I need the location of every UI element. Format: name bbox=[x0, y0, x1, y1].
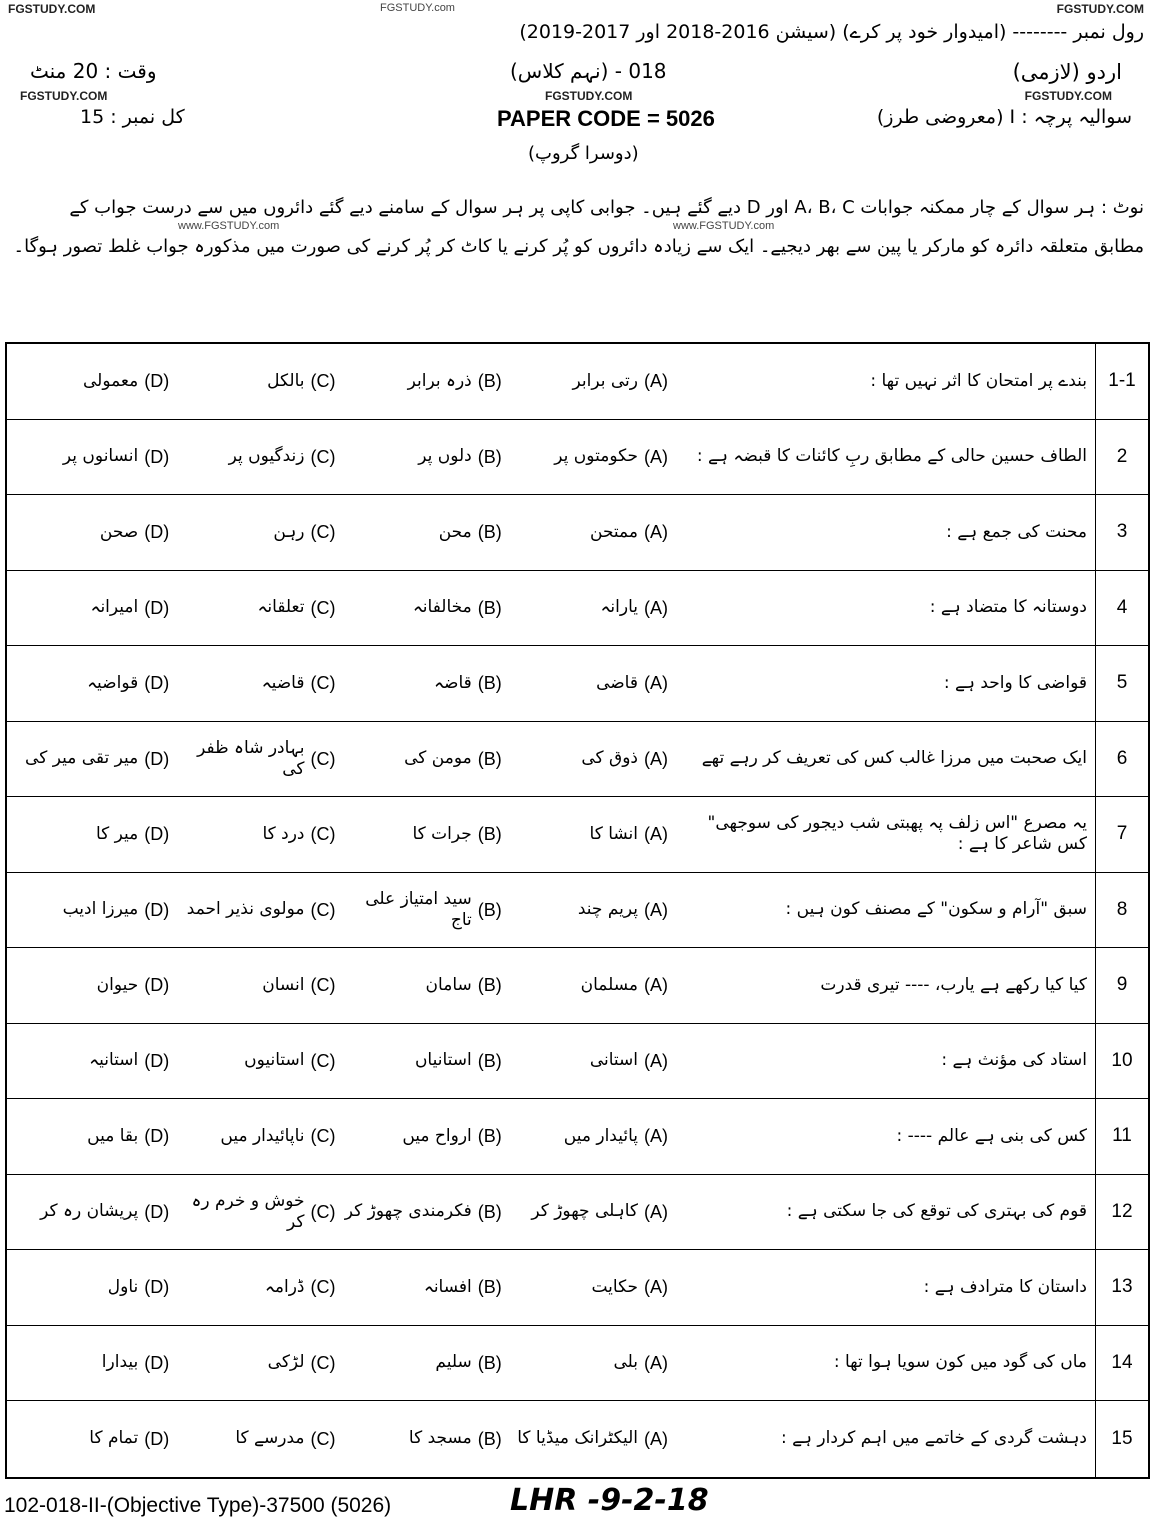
option-letter: (C) bbox=[310, 1277, 336, 1297]
handwritten-note: LHR -9-2-18 bbox=[510, 1483, 709, 1518]
option-text: پریشان رہ کر bbox=[40, 1201, 139, 1222]
question-text: سبق "آرام و سکون" کے مصنف کون ہیں : bbox=[785, 899, 1087, 920]
question-row bbox=[7, 1326, 1148, 1402]
question-row bbox=[7, 722, 1148, 798]
option-c bbox=[173, 1024, 339, 1099]
group: (دوسرا گروپ) bbox=[528, 143, 639, 164]
option-letter: (B) bbox=[477, 899, 502, 920]
question-number: 8 bbox=[1095, 873, 1148, 948]
option-text: مسجد کا bbox=[408, 1428, 472, 1449]
option-letter: (D) bbox=[144, 975, 170, 995]
option-text: میرزا ادیب bbox=[62, 899, 139, 920]
question-row bbox=[7, 495, 1148, 571]
option-letter: (A) bbox=[644, 1050, 668, 1071]
option-text: ذوق کی bbox=[581, 748, 638, 769]
options bbox=[7, 1175, 672, 1250]
option-text: مومن کی bbox=[404, 748, 472, 769]
option-c bbox=[173, 948, 339, 1023]
option-letter: (B) bbox=[477, 824, 502, 844]
question-row bbox=[7, 420, 1148, 496]
option-letter: (A) bbox=[644, 1201, 668, 1222]
option-letter: (D) bbox=[144, 748, 170, 769]
option-letter: (C) bbox=[310, 1201, 336, 1222]
option-text: سید امتیاز علی تاج bbox=[365, 888, 472, 930]
option-b bbox=[340, 797, 506, 872]
question-number: 13 bbox=[1095, 1250, 1148, 1325]
option-text: مخالفانہ bbox=[412, 597, 472, 618]
option-d bbox=[7, 420, 173, 495]
option-c bbox=[173, 1250, 339, 1325]
options bbox=[7, 495, 672, 570]
option-a bbox=[506, 1401, 672, 1477]
question-text: استاد کی مؤنث ہے : bbox=[941, 1050, 1087, 1071]
question-text: ماں کی گود میں کون سویا ہوا تھا : bbox=[833, 1352, 1087, 1373]
option-text: پائیدار میں bbox=[563, 1125, 638, 1146]
option-text: خوش و خرم رہ کر bbox=[191, 1190, 305, 1232]
option-text: قواضیہ bbox=[87, 672, 139, 693]
option-text: درد کا bbox=[262, 823, 305, 844]
question-row bbox=[7, 1401, 1148, 1477]
question-row bbox=[7, 1024, 1148, 1100]
option-d bbox=[7, 873, 173, 948]
footer-code: 102-018-II-(Objective Type)-37500 (5026) bbox=[4, 1494, 392, 1517]
option-letter: (B) bbox=[477, 748, 502, 769]
option-letter: (C) bbox=[310, 446, 336, 467]
note-line-2: مطابق متعلقہ دائرہ کو مارکر یا پین سے بھر دیجیے۔ ایک سے زیادہ دائروں کو پُر کرنے یا کاٹ کر پُر کرنے کی صورت میں مذکورہ جواب غلط تصور ہوگا۔ bbox=[13, 236, 1144, 258]
option-text: امیرانہ bbox=[90, 597, 139, 618]
option-d bbox=[7, 1401, 173, 1477]
option-letter: (D) bbox=[144, 824, 170, 844]
watermark: FGSTUDY.COM bbox=[1024, 89, 1112, 103]
question-text: داستان کا مترادف ہے : bbox=[923, 1276, 1087, 1297]
option-c bbox=[173, 420, 339, 495]
option-letter: (C) bbox=[310, 1352, 336, 1373]
question-text: کیا کیا رکھے ہے یارب، ---- تیری قدرت bbox=[820, 974, 1087, 995]
option-letter: (B) bbox=[477, 371, 502, 391]
question-number: 7 bbox=[1095, 797, 1148, 872]
option-text: بلی bbox=[613, 1352, 638, 1373]
options bbox=[7, 646, 672, 721]
total-marks: کل نمبر : 15 bbox=[80, 106, 185, 128]
option-c bbox=[173, 873, 339, 948]
question-number: 14 bbox=[1095, 1326, 1148, 1401]
question-number: 15 bbox=[1095, 1401, 1148, 1477]
option-b bbox=[340, 1099, 506, 1174]
options bbox=[7, 571, 672, 646]
question-row bbox=[7, 344, 1148, 420]
option-a bbox=[506, 1024, 672, 1099]
question-number: 11 bbox=[1095, 1099, 1148, 1174]
watermark: www.FGSTUDY.com bbox=[673, 220, 775, 233]
option-a bbox=[506, 948, 672, 1023]
option-letter: (D) bbox=[144, 1126, 170, 1146]
option-letter: (A) bbox=[644, 446, 668, 467]
option-text: قاضی bbox=[596, 672, 638, 693]
option-a bbox=[506, 1250, 672, 1325]
option-text: جرات کا bbox=[412, 823, 472, 844]
option-letter: (C) bbox=[310, 899, 336, 920]
option-text: رہن bbox=[273, 521, 305, 542]
option-letter: (C) bbox=[310, 371, 336, 391]
option-d bbox=[7, 344, 173, 419]
options bbox=[7, 797, 672, 872]
option-c bbox=[173, 1099, 339, 1174]
option-letter: (B) bbox=[477, 1126, 502, 1146]
option-d bbox=[7, 1024, 173, 1099]
option-letter: (D) bbox=[144, 1201, 170, 1222]
question-row bbox=[7, 1250, 1148, 1326]
option-text: ممتحن bbox=[590, 521, 638, 542]
option-text: معمولی bbox=[82, 370, 139, 391]
subject: اردو (لازمی) bbox=[1012, 60, 1122, 84]
option-d bbox=[7, 948, 173, 1023]
option-letter: (C) bbox=[310, 1126, 336, 1146]
option-a bbox=[506, 1175, 672, 1250]
option-a bbox=[506, 1326, 672, 1401]
option-text: سامان bbox=[425, 974, 472, 995]
option-text: انشا کا bbox=[589, 823, 638, 844]
option-d bbox=[7, 722, 173, 797]
class-code: 018 - (نہم کلاس) bbox=[510, 59, 667, 83]
option-text: ڈرامہ bbox=[264, 1276, 305, 1297]
question-number: 6 bbox=[1095, 722, 1148, 797]
option-text: بالکل bbox=[267, 370, 305, 391]
option-text: تمام کا bbox=[89, 1428, 139, 1449]
option-b bbox=[340, 1250, 506, 1325]
option-a bbox=[506, 1099, 672, 1174]
option-letter: (B) bbox=[477, 1201, 502, 1222]
option-b bbox=[340, 722, 506, 797]
option-letter: (A) bbox=[644, 1352, 668, 1373]
option-letter: (A) bbox=[644, 1277, 668, 1297]
question-text: بندے پر امتحان کا اثر نہیں تھا : bbox=[870, 370, 1087, 391]
option-d bbox=[7, 1175, 173, 1250]
option-text: بیدارا bbox=[101, 1352, 139, 1373]
option-text: استانیوں bbox=[244, 1050, 305, 1071]
watermark: www.FGSTUDY.com bbox=[178, 220, 280, 233]
option-text: ذرہ برابر bbox=[407, 370, 472, 391]
option-text: قاضیہ bbox=[261, 672, 305, 693]
option-text: فکرمندی چھوڑ کر bbox=[344, 1201, 472, 1222]
option-letter: (A) bbox=[644, 597, 668, 618]
option-b bbox=[340, 873, 506, 948]
paper-code: PAPER CODE = 5026 bbox=[497, 106, 715, 131]
option-letter: (B) bbox=[477, 1277, 502, 1297]
option-a bbox=[506, 420, 672, 495]
option-text: انسان bbox=[262, 974, 305, 995]
time: وقت : 20 منٹ bbox=[30, 59, 157, 83]
question-text: دہشت گردی کے خاتمے میں اہم کردار ہے : bbox=[780, 1428, 1087, 1449]
options bbox=[7, 1326, 672, 1401]
option-letter: (A) bbox=[644, 1428, 668, 1449]
option-letter: (C) bbox=[310, 1050, 336, 1071]
options bbox=[7, 1250, 672, 1325]
option-letter: (C) bbox=[310, 597, 336, 618]
option-c bbox=[173, 722, 339, 797]
option-b bbox=[340, 1326, 506, 1401]
option-letter: (B) bbox=[477, 1352, 502, 1373]
option-text: لڑکی bbox=[267, 1352, 305, 1373]
option-text: یارانہ bbox=[600, 597, 638, 618]
option-letter: (A) bbox=[644, 824, 668, 844]
option-text: انسانوں پر bbox=[62, 446, 139, 467]
option-text: صحن bbox=[99, 521, 139, 542]
options bbox=[7, 1401, 672, 1477]
option-text: استانیاں bbox=[414, 1050, 472, 1071]
option-letter: (A) bbox=[644, 899, 668, 920]
question-row bbox=[7, 646, 1148, 722]
question-number: 5 bbox=[1095, 646, 1148, 721]
note-watermarks bbox=[8, 219, 1144, 235]
watermark: FGSTUDY.COM bbox=[8, 2, 96, 16]
question-text: ایک صحبت میں مرزا غالب کس کی تعریف کر رہے تھے bbox=[701, 748, 1087, 769]
note-line-1: نوٹ : ہر سوال کے چار ممکنہ جوابات A، B، C اور D دیے گئے ہیں۔ جوابی کاپی پر ہر سوال کے سامنے دیے گئے دائروں میں سے درست جواب کے bbox=[69, 197, 1144, 218]
option-text: تعلقانہ bbox=[257, 597, 305, 618]
question-text: محنت کی جمع ہے : bbox=[946, 521, 1087, 542]
option-text: مدرسے کا bbox=[235, 1428, 305, 1449]
option-letter: (C) bbox=[310, 673, 336, 693]
option-letter: (B) bbox=[477, 446, 502, 467]
option-c bbox=[173, 571, 339, 646]
option-letter: (B) bbox=[477, 1428, 502, 1449]
option-b bbox=[340, 1401, 506, 1477]
option-letter: (A) bbox=[644, 1126, 668, 1146]
option-d bbox=[7, 797, 173, 872]
option-text: ناول bbox=[107, 1276, 139, 1297]
option-text: حکومتوں پر bbox=[554, 446, 638, 467]
option-b bbox=[340, 344, 506, 419]
options bbox=[7, 722, 672, 797]
watermark: FGSTUDY.COM bbox=[545, 89, 633, 103]
option-a bbox=[506, 344, 672, 419]
option-letter: (B) bbox=[477, 597, 502, 618]
option-b bbox=[340, 571, 506, 646]
option-text: ارواح میں bbox=[402, 1125, 472, 1146]
session-line: رول نمبر -------- (امیدوار خود پر کرے) (سیشن 2016-2018 اور 2017-2019) bbox=[519, 21, 1144, 43]
option-letter: (D) bbox=[144, 1352, 170, 1373]
question-number: 4 bbox=[1095, 571, 1148, 646]
option-letter: (A) bbox=[644, 748, 668, 769]
option-text: قاضہ bbox=[434, 672, 472, 693]
option-text: مولوی نذیر احمد bbox=[186, 899, 305, 920]
option-letter: (C) bbox=[310, 975, 336, 995]
watermark: FGSTUDY.COM bbox=[20, 89, 108, 103]
option-letter: (D) bbox=[144, 1050, 170, 1071]
option-b bbox=[340, 1175, 506, 1250]
option-letter: (C) bbox=[310, 522, 336, 542]
option-letter: (D) bbox=[144, 1277, 170, 1297]
question-text: کس کی بنی ہے عالم ---- : bbox=[896, 1125, 1087, 1146]
option-text: محن bbox=[438, 521, 472, 542]
option-b bbox=[340, 495, 506, 570]
question-text: قواضی کا واحد ہے : bbox=[943, 672, 1087, 693]
option-letter: (D) bbox=[144, 522, 170, 542]
option-letter: (D) bbox=[144, 673, 170, 693]
option-letter: (D) bbox=[144, 899, 170, 920]
option-text: مسلمان bbox=[580, 974, 638, 995]
watermark: FGSTUDY.com bbox=[380, 2, 455, 14]
option-letter: (D) bbox=[144, 597, 170, 618]
option-letter: (B) bbox=[477, 673, 502, 693]
option-d bbox=[7, 1099, 173, 1174]
option-letter: (D) bbox=[144, 1428, 170, 1449]
option-text: پریم چند bbox=[577, 899, 638, 920]
option-b bbox=[340, 948, 506, 1023]
option-text: کاہلی چھوڑ کر bbox=[531, 1201, 638, 1222]
question-number: 12 bbox=[1095, 1175, 1148, 1250]
option-letter: (A) bbox=[644, 371, 668, 391]
option-letter: (C) bbox=[310, 1428, 336, 1449]
option-letter: (A) bbox=[644, 673, 668, 693]
options bbox=[7, 344, 672, 419]
option-c bbox=[173, 797, 339, 872]
option-text: استانی bbox=[589, 1050, 638, 1071]
question-number: 10 bbox=[1095, 1024, 1148, 1099]
option-text: بہادر شاہ ظفر کی bbox=[197, 737, 305, 779]
option-letter: (B) bbox=[477, 522, 502, 542]
option-text: استانیہ bbox=[89, 1050, 139, 1071]
option-d bbox=[7, 646, 173, 721]
option-a bbox=[506, 873, 672, 948]
option-c bbox=[173, 495, 339, 570]
option-a bbox=[506, 722, 672, 797]
question-row bbox=[7, 571, 1148, 647]
question-number: 2 bbox=[1095, 420, 1148, 495]
option-letter: (C) bbox=[310, 824, 336, 844]
question-text: قوم کی بہتری کی توقع کی جا سکتی ہے : bbox=[786, 1201, 1087, 1222]
option-text: حکایت bbox=[591, 1276, 638, 1297]
option-letter: (B) bbox=[477, 1050, 502, 1071]
options bbox=[7, 1099, 672, 1174]
question-number: 1-1 bbox=[1095, 344, 1148, 419]
question-text: دوستانہ کا متضاد ہے : bbox=[929, 597, 1087, 618]
option-a bbox=[506, 797, 672, 872]
option-c bbox=[173, 1175, 339, 1250]
option-letter: (A) bbox=[644, 975, 668, 995]
option-letter: (C) bbox=[310, 748, 336, 769]
questions-table bbox=[5, 342, 1150, 1479]
option-a bbox=[506, 571, 672, 646]
option-d bbox=[7, 495, 173, 570]
option-b bbox=[340, 1024, 506, 1099]
question-row bbox=[7, 1099, 1148, 1175]
option-b bbox=[340, 420, 506, 495]
options bbox=[7, 948, 672, 1023]
option-text: زندگیوں پر bbox=[228, 446, 305, 467]
option-letter: (B) bbox=[477, 975, 502, 995]
option-text: بقا میں bbox=[87, 1125, 139, 1146]
instructions-note bbox=[8, 196, 1144, 259]
option-letter: (D) bbox=[144, 446, 170, 467]
options bbox=[7, 1024, 672, 1099]
paper-type: سوالیہ پرچہ : I (معروضی طرز) bbox=[876, 106, 1132, 128]
question-row bbox=[7, 948, 1148, 1024]
option-b bbox=[340, 646, 506, 721]
option-text: حیوان bbox=[96, 974, 139, 995]
question-row bbox=[7, 1175, 1148, 1251]
question-text: یہ مصرع "اس زلف پہ پھبتی شب دیجور کی سوجھی" کس شاعر کا ہے : bbox=[707, 813, 1087, 855]
option-letter: (D) bbox=[144, 371, 170, 391]
question-number: 9 bbox=[1095, 948, 1148, 1023]
option-text: میر تقی میر کی bbox=[25, 748, 139, 769]
question-text: الطاف حسین حالی کے مطابق ربِ کائنات کا قبضہ ہے : bbox=[696, 446, 1087, 467]
watermark: FGSTUDY.COM bbox=[1056, 2, 1144, 16]
option-c bbox=[173, 1326, 339, 1401]
option-text: دلوں پر bbox=[418, 446, 472, 467]
question-row bbox=[7, 797, 1148, 873]
option-text: رتی برابر bbox=[572, 370, 638, 391]
options bbox=[7, 873, 672, 948]
option-c bbox=[173, 344, 339, 419]
option-a bbox=[506, 495, 672, 570]
option-text: سلیم bbox=[435, 1352, 472, 1373]
option-c bbox=[173, 1401, 339, 1477]
option-a bbox=[506, 646, 672, 721]
option-text: ناپائیدار میں bbox=[220, 1125, 305, 1146]
option-text: افسانہ bbox=[423, 1276, 472, 1297]
option-c bbox=[173, 646, 339, 721]
option-letter: (A) bbox=[644, 522, 668, 542]
question-row bbox=[7, 873, 1148, 949]
option-d bbox=[7, 571, 173, 646]
option-d bbox=[7, 1326, 173, 1401]
option-text: میر کا bbox=[95, 823, 139, 844]
option-d bbox=[7, 1250, 173, 1325]
option-text: الیکٹرانک میڈیا کا bbox=[517, 1428, 638, 1449]
question-number: 3 bbox=[1095, 495, 1148, 570]
options bbox=[7, 420, 672, 495]
